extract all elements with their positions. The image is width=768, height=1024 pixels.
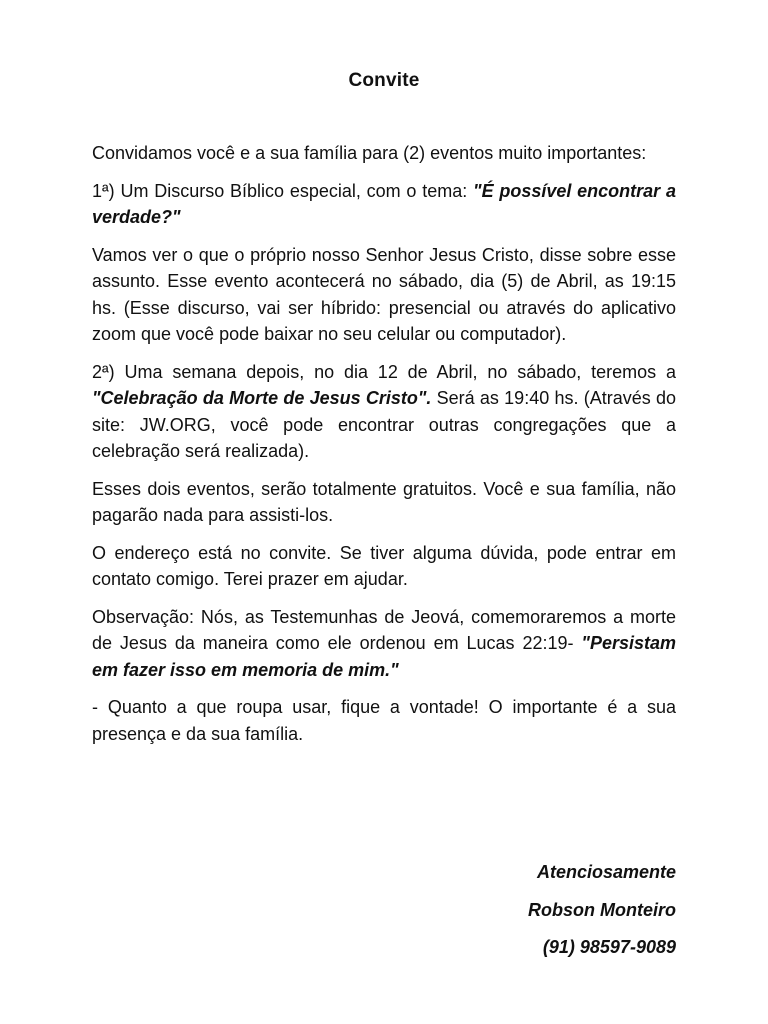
signature-phone: (91) 98597-9089: [542, 937, 676, 957]
paragraph-contact: O endereço está no convite. Se tiver alguma dúvida, pode entrar em contato comigo. Terei prazer em ajudar.: [92, 542, 676, 589]
paragraph-first-event: [92, 178, 676, 231]
paragraph-free-events: Esses dois eventos, serão totalmente gratuitos. Você e sua família, não pagarão nada para assisti-los.: [92, 478, 676, 525]
paragraph-observation: [92, 604, 676, 684]
signature-block: [528, 860, 676, 973]
first-event-text: 1ª) Um Discurso Bíblico especial, com o tema:: [92, 180, 474, 201]
celebration-title: "Celebração da Morte de Jesus Cristo".: [92, 388, 432, 408]
page-title: Convite: [348, 70, 420, 91]
observation-text: Observação: Nós, as Testemunhas de Jeová, comemoraremos a morte de Jesus da maneira como ele ordenou em Lucas 22:19-: [92, 606, 676, 653]
second-event-text: 2ª) Uma semana depois, no dia 12 de Abril, no sábado, teremos a: [92, 361, 676, 382]
discourse-theme: "É possível encontrar a verdade?": [92, 180, 676, 227]
second-event-details: Será as 19:40 hs. (Através do site: JW.ORG, você pode encontrar outras congregações que a celebração será realizada).: [92, 388, 676, 461]
paragraph-intro: Convidamos você e a sua família para (2) eventos muito importantes:: [92, 143, 647, 163]
paragraph-clothing: - Quanto a que roupa usar, fique a vontade! O importante é a sua presença e da sua família.: [92, 697, 676, 744]
scripture-quote: "Persistam em fazer isso em memoria de mim.": [92, 633, 676, 680]
letter-body: [92, 140, 676, 758]
signature-closing: Atenciosamente: [536, 862, 676, 882]
paragraph-second-event: [92, 359, 676, 465]
paragraph-discourse-details: Vamos ver o que o próprio nosso Senhor Jesus Cristo, disse sobre esse assunto. Esse evento acontecerá no sábado, dia (5) de Abril, as 19:15 hs. (Esse discurso, vai ser híbrido: presencial ou através do aplicativo zoom que você pode baixar no seu celular ou computador).: [92, 244, 676, 344]
signature-name: Robson Monteiro: [528, 899, 676, 920]
